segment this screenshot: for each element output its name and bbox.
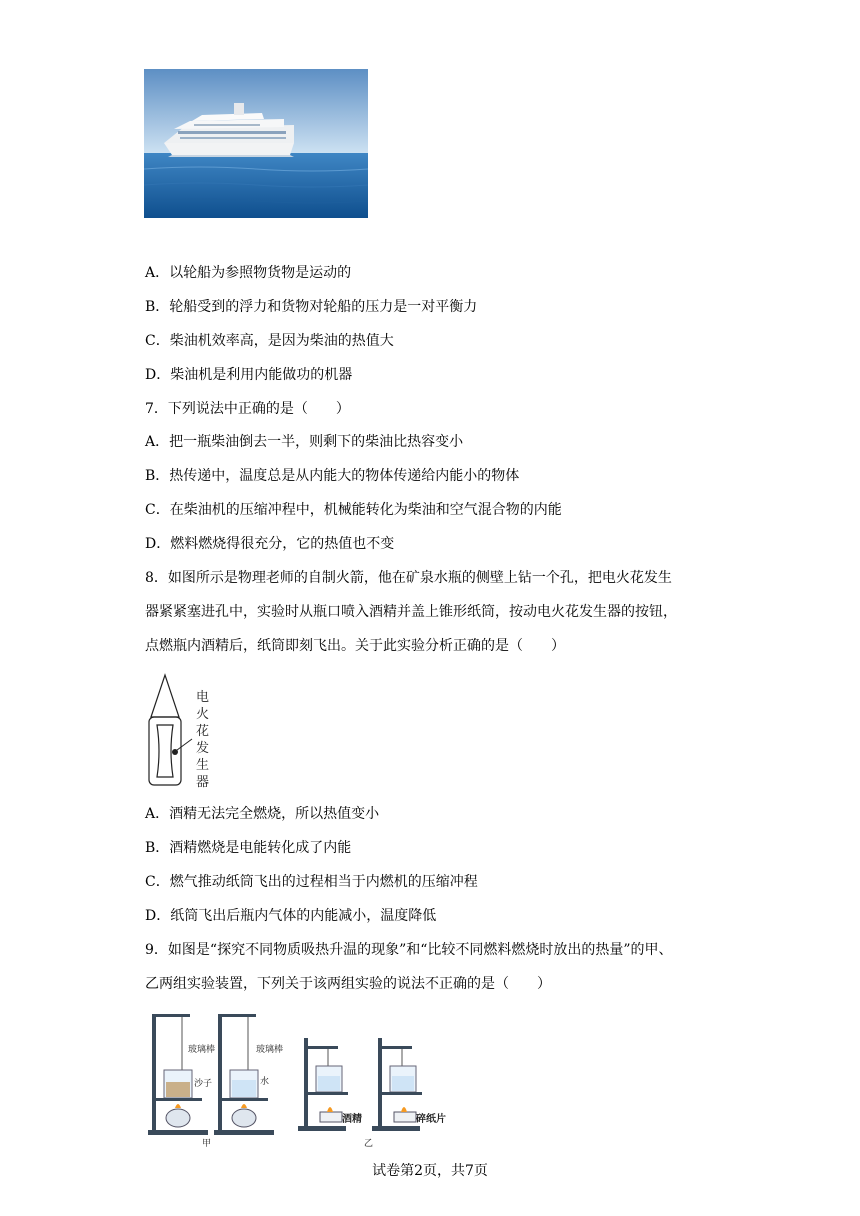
rocket-figure (146, 673, 216, 788)
rocket-label-char: 火 (196, 707, 210, 722)
q7-option-a: A．把一瓶柴油倒去一半，则剩下的柴油比热容变小 (145, 434, 464, 450)
rocket-label-char: 器 (196, 775, 210, 788)
q6-option-a: A．以轮船为参照物货物是运动的 (145, 265, 352, 281)
label-sand: 沙子 (194, 1079, 213, 1089)
q6-option-b: B．轮船受到的浮力和货物对轮船的压力是一对平衡力 (145, 299, 478, 315)
q8-stem-line-2: 器紧紧塞进孔中，实验时从瓶口喷入酒精并盖上锥形纸筒，按动电火花发生器的按钮， (145, 604, 677, 620)
q7-option-b: B．热传递中，温度总是从内能大的物体传递给内能小的物体 (145, 468, 520, 484)
q6-option-d: D．柴油机是利用内能做功的机器 (145, 367, 353, 383)
q7-option-d: D．燃料燃烧得很充分，它的热值也不变 (145, 536, 395, 552)
page-footer: 试卷第2页，共7页 (372, 1163, 488, 1179)
q8-option-a: A．酒精无法完全燃烧，所以热值变小 (145, 806, 380, 822)
label-group-jia: 甲 (202, 1139, 212, 1149)
rocket-label-char: 生 (196, 758, 210, 773)
q9-stem-line-2: 乙两组实验装置，下列关于该两组实验的说法不正确的是（ ） (145, 976, 551, 992)
q8-stem-line-1: 8．如图所示是物理老师的自制火箭，他在矿泉水瓶的侧壁上钻一个孔，把电火花发生 (145, 570, 672, 586)
experiment-figure (144, 1008, 454, 1150)
ship-photo (144, 69, 368, 218)
q8-option-b: B．酒精燃烧是电能转化成了内能 (145, 840, 352, 856)
q8-stem-line-3: 点燃瓶内酒精后，纸筒即刻飞出。关于此实验分析正确的是（ ） (145, 638, 565, 654)
q7-option-c: C．在柴油机的压缩冲程中，机械能转化为柴油和空气混合物的内能 (145, 502, 562, 518)
label-group-yi: 乙 (364, 1139, 374, 1149)
q9-stem-line-1: 9．如图是“探究不同物质吸热升温的现象”和“比较不同燃料燃烧时放出的热量”的甲、 (145, 942, 673, 958)
rocket-label-char: 发 (196, 741, 210, 756)
label-glass-rod-1: 玻璃棒 (188, 1045, 216, 1055)
rocket-label-char: 花 (196, 724, 210, 739)
rocket-label-char: 电 (196, 690, 210, 705)
q8-option-d: D．纸筒飞出后瓶内气体的内能减小，温度降低 (145, 908, 437, 924)
q8-option-c: C．燃气推动纸筒飞出的过程相当于内燃机的压缩冲程 (145, 874, 478, 890)
label-glass-rod-2: 玻璃棒 (256, 1045, 284, 1055)
label-alcohol: 酒精 (342, 1114, 362, 1125)
label-water: 水 (260, 1077, 270, 1087)
q6-option-c: C．柴油机效率高，是因为柴油的热值大 (145, 333, 394, 349)
q7-stem: 7．下列说法中正确的是（ ） (145, 401, 350, 417)
label-paper: 碎纸片 (416, 1114, 446, 1125)
